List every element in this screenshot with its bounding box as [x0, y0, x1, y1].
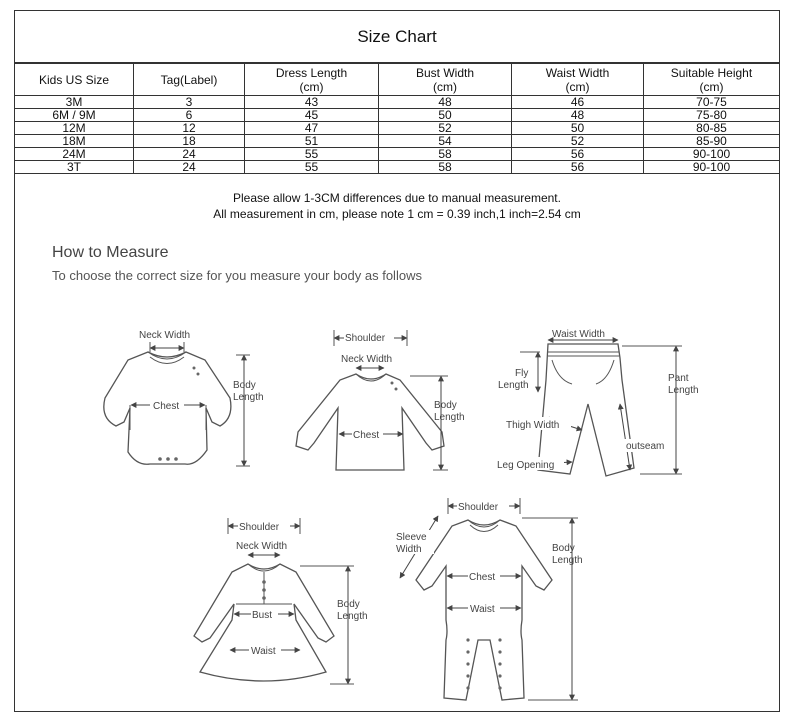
romper-sleeve-width-label: Width — [396, 544, 422, 555]
cell-tag: 3 — [134, 96, 245, 109]
cell-bust-width: 54 — [379, 135, 512, 148]
shirt-body-label: Body — [434, 400, 457, 411]
cell-size: 18M — [15, 135, 134, 148]
bodysuit-neck-label: Neck Width — [139, 330, 191, 341]
cell-waist-width: 56 — [512, 148, 644, 161]
header-tag-label: Tag(Label) — [134, 64, 245, 96]
dress-neck-label: Neck Width — [236, 541, 288, 552]
pants-thigh-label: Thigh Width — [506, 420, 560, 431]
cell-height: 80-85 — [644, 122, 780, 135]
cell-waist-width: 56 — [512, 161, 644, 174]
pants-outline — [538, 344, 634, 476]
header-kids-us-size: Kids US Size — [15, 64, 134, 96]
dress-bust-label: Bust — [252, 610, 273, 621]
pants-fly-label: Fly — [515, 368, 529, 379]
cell-height: 90-100 — [644, 161, 780, 174]
cell-tag: 24 — [134, 161, 245, 174]
cell-size: 3T — [15, 161, 134, 174]
pants-diagram — [496, 329, 699, 476]
cell-size: 3M — [15, 96, 134, 109]
cell-height: 90-100 — [644, 148, 780, 161]
cell-bust-width: 50 — [379, 109, 512, 122]
how-to-measure-subtitle: To choose the correct size for you measure your body as follows — [52, 268, 422, 283]
cell-size: 24M — [15, 148, 134, 161]
cell-bust-width: 52 — [379, 122, 512, 135]
pants-pant-length-label: Length — [668, 385, 699, 396]
cell-height: 85-90 — [644, 135, 780, 148]
cell-height: 75-80 — [644, 109, 780, 122]
cell-bust-width: 58 — [379, 148, 512, 161]
cell-tag: 6 — [134, 109, 245, 122]
header-bust-width: Bust Width (cm) — [379, 64, 512, 96]
dress-waist-label: Waist — [251, 646, 276, 657]
note-allowance: Please allow 1-3CM differences due to manual measurement. — [233, 191, 561, 205]
romper-body-label: Body — [552, 543, 575, 554]
shirt-length-label: Length — [434, 412, 465, 423]
pants-leg-label: Leg Opening — [497, 460, 555, 471]
romper-diagram — [394, 498, 583, 700]
chart-title: Size Chart — [15, 11, 779, 63]
cell-tag: 12 — [134, 122, 245, 135]
pants-outseam-label: outseam — [626, 441, 665, 452]
cell-size: 6M / 9M — [15, 109, 134, 122]
cell-waist-width: 46 — [512, 96, 644, 109]
cell-dress-length: 51 — [245, 135, 379, 148]
shirt-outline — [296, 374, 444, 470]
dress-diagram — [194, 518, 368, 684]
cell-dress-length: 55 — [245, 148, 379, 161]
romper-waist-label: Waist — [470, 604, 495, 615]
cell-waist-width: 52 — [512, 135, 644, 148]
cell-size: 12M — [15, 122, 134, 135]
pants-fly-length-label: Length — [498, 380, 529, 391]
romper-length-label: Length — [552, 555, 583, 566]
how-to-measure-title: How to Measure — [52, 244, 169, 261]
cell-bust-width: 58 — [379, 161, 512, 174]
cell-waist-width: 48 — [512, 109, 644, 122]
romper-shoulder-label: Shoulder — [458, 502, 499, 513]
romper-chest-label: Chest — [469, 572, 496, 583]
dress-shoulder-label: Shoulder — [239, 522, 280, 533]
cell-bust-width: 48 — [379, 96, 512, 109]
romper-sleeve-label: Sleeve — [396, 532, 427, 543]
shirt-chest-label: Chest — [353, 430, 380, 441]
bodysuit-length-label: Length — [233, 392, 264, 403]
cell-tag: 18 — [134, 135, 245, 148]
pants-pant-label: Pant — [668, 373, 689, 384]
dress-body-label: Body — [337, 599, 360, 610]
cell-dress-length: 55 — [245, 161, 379, 174]
header-dress-length: Dress Length (cm) — [245, 64, 379, 96]
cell-dress-length: 45 — [245, 109, 379, 122]
pants-waist-label: Waist Width — [552, 329, 605, 340]
cell-height: 70-75 — [644, 96, 780, 109]
shirt-neck-label: Neck Width — [341, 354, 393, 365]
cell-tag: 24 — [134, 148, 245, 161]
bodysuit-diagram — [104, 330, 264, 466]
cell-dress-length: 47 — [245, 122, 379, 135]
cell-dress-length: 43 — [245, 96, 379, 109]
header-waist-width: Waist Width (cm) — [512, 64, 644, 96]
bodysuit-chest-label: Chest — [153, 401, 180, 412]
cell-waist-width: 50 — [512, 122, 644, 135]
bodysuit-body-label: Body — [233, 380, 256, 391]
note-conversion: All measurement in cm, please note 1 cm = 0.39 inch,1 inch=2.54 cm — [213, 207, 581, 221]
shirt-shoulder-label: Shoulder — [345, 333, 386, 344]
header-suitable-height: Suitable Height (cm) — [644, 64, 780, 96]
shirt-diagram — [296, 330, 465, 470]
dress-length-label: Length — [337, 611, 368, 622]
